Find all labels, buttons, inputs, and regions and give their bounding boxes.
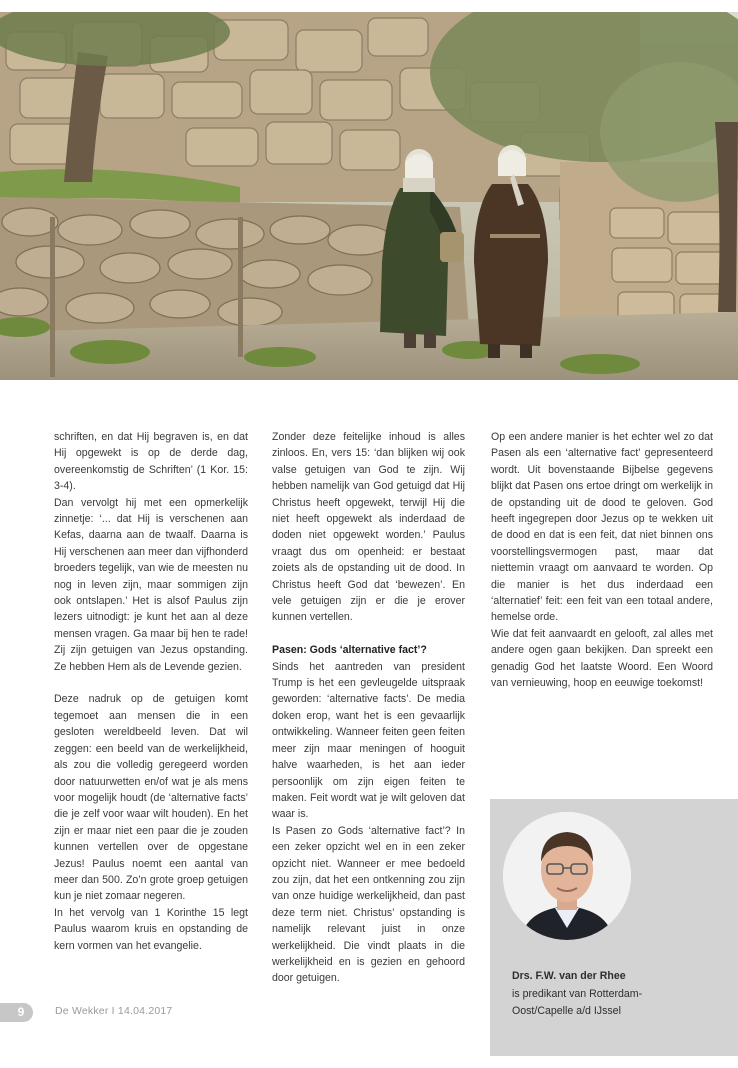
author-name: Drs. F.W. van der Rhee	[512, 970, 626, 982]
paragraph: Op een andere manier is het echter wel zo dat Pasen als een ‘alternative fact’ gepresenteerd wordt. Uit bovenstaande Bijbelse gegevens blijkt dat Pasen ons ertoe dringt om werkelijk in de opstanding uit de dood te geloven. God heeft ingegrepen door Jezus op te wekken uit de dood en dat is een feit, dat niet binnen ons voorstellingsvermogen past, maar dat niettemin vraagt om aanvaard te worden. Op die manier is het dus inderdaad een ‘alternatief’ feit: een feit van een totaal andere, hemelse orde.	[491, 431, 713, 624]
paragraph: In het vervolg van 1 Korinthe 15 legt Paulus waarom kruis en opstanding de kern vormen van het evangelie.	[54, 906, 248, 952]
publication-date: 14.04.2017	[117, 1005, 173, 1017]
page-number-badge	[0, 1003, 33, 1022]
paragraph: Dan vervolgt hij met een opmerkelijk zinnetje: ‘... dat Hij is verschenen aan Kefas, daarna aan de twaalf. Daarna is Hij verschenen aan meer dan vijfhonderd broeders tegelijk, van wie de meesten nu nog in leven zijn, maar sommigen zijn ook ontslapen.’ Het is alsof Paulus zijn lezers uitnodigt: je kunt het aan al deze mensen vragen. Ga maar bij hen te rade! Zij zijn getuigen van Jezus opstanding. Ze hebben Hem als de Levende gezien.	[54, 496, 248, 673]
paragraph: Is Pasen zo Gods ‘alternative fact’? In een zeker opzicht wel en in een zeker opzicht niet. Wanneer er mee bedoeld zou zijn, dat het een ontkenning zou zijn van onze huidige werkelijkheid, dan past deze term niet. Christus’ opstanding is namelijk relevant juist in onze werkelijkheid. Die vindt plaats in die werkelijkheid en is gezien en gehoord door getuigen.	[272, 824, 465, 985]
publication-name: De Wekker	[55, 1005, 109, 1017]
author-role: is predikant van Rotterdam-	[512, 987, 643, 1000]
paragraph: Zonder deze feitelijke inhoud is alles zinloos. En, vers 15: ‘dan blijken wij ook valse getuigen van God te zijn. Wij hebben namelijk van God getuigd dat Hij Christus heeft opgewekt, terwijl Hij die niet heeft opgewekt als inderdaad de doden niet opgewekt worden.’ Paulus vraagt dus om openheid: er bestaat zoiets als de opstanding uit de dood. In Christus heeft God dat ‘bewezen’. En vele getuigen zijn er die je erover kunnen vertellen.	[272, 431, 465, 624]
section-heading: Pasen: Gods ‘alternative fact’?	[272, 644, 427, 657]
author-photo	[503, 812, 631, 940]
article-column-2	[272, 429, 465, 987]
paragraph: Sinds het aantreden van president Trump is het een gevleugelde uitspraak geworden: ‘alternative facts’. De media doken erop, want het is een gevaarlijk ontwikkeling. Wanneer feiten geen feiten meer zijn maar meningen of hooguit halve waarheden, is het aan ieder persoonlijk om zijn eigen feiten te maken. Feit wordt wat je wilt geloven dat waar is.	[272, 660, 465, 821]
author-info	[512, 968, 727, 1021]
page-number: 9	[17, 1005, 25, 1019]
paragraph: Wie dat feit aanvaardt en gelooft, zal alles met andere ogen gaan bekijken. Dan spreekt een genadig God het laatste Woord. Een Woord van vernieuwing, hoop en eeuwige toekomst!	[491, 627, 713, 690]
footer-separator: I	[111, 1005, 115, 1017]
paragraph: Deze nadruk op de getuigen komt tegemoet aan mensen die in een gesloten wereldbeeld leven. Dat wil zeggen: een beeld van de werkelijkheid, als zou die volledig geregeerd worden door natuurwetten en/of wat je als mens voor mogelijk houdt (de ‘alternative facts’ die je zelf voor waar wilt houden). En het zijn er maar niet een paar die je zouden kunnen vertellen over de opgestane Jezus! Paulus noemt een aantal van meer dan 500. Zo’n grote groep getuigen kun je niet zomaar negeren.	[54, 693, 248, 903]
paragraph: schriften, en dat Hij begraven is, en dat Hij opgewekt is op de derde dag, overeenkomstig de Schriften’ (1 Kor. 15: 3-4).	[54, 431, 248, 493]
article-column-1	[54, 429, 248, 954]
header-photo	[0, 12, 738, 380]
footer-info	[55, 1005, 172, 1017]
article-column-3	[491, 429, 713, 692]
author-role: Oost/Capelle a/d IJssel	[512, 1005, 621, 1017]
